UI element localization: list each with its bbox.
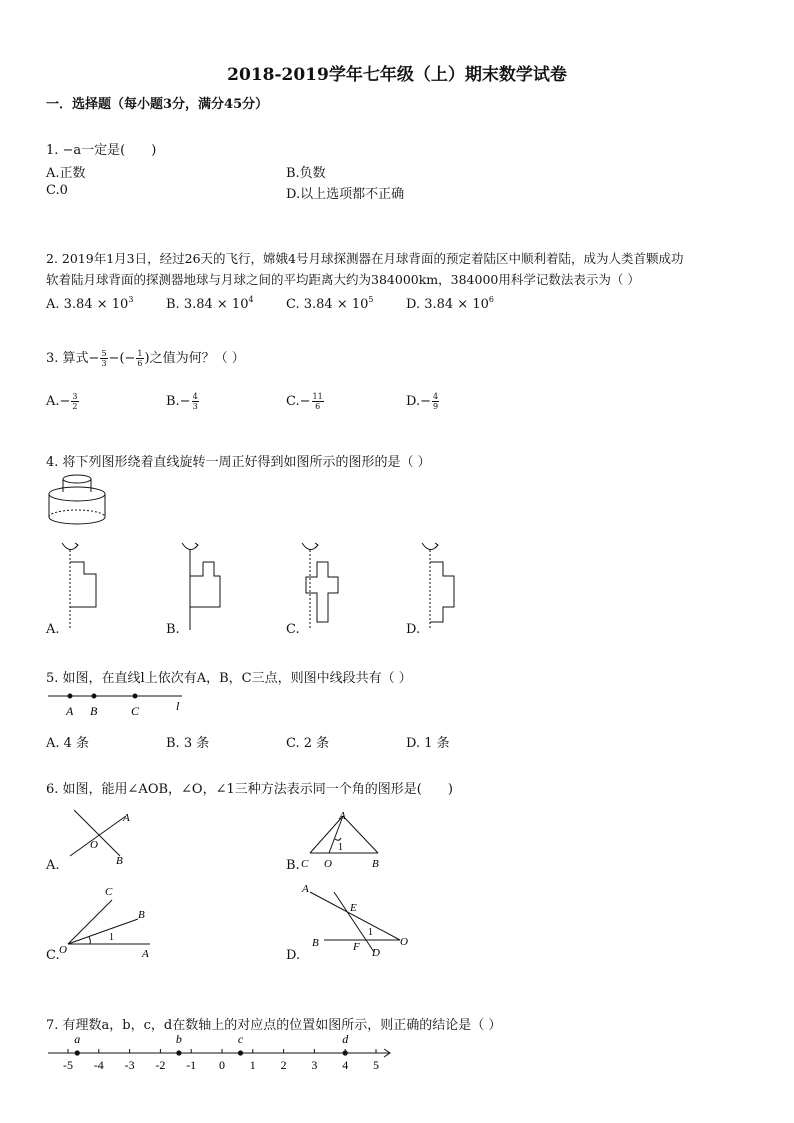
q4-option-d: D. [406, 622, 421, 637]
q7-stem: 7. 有理数a，b，c，d在数轴上的对应点的位置如图所示，则正确的结论是（ ） [46, 1018, 502, 1033]
line-label-l: l [176, 699, 180, 713]
q4-option-c: C. [286, 622, 300, 637]
tick-label: 5 [373, 1058, 379, 1072]
point-label-d: d [342, 1032, 349, 1046]
point-d [343, 1050, 348, 1055]
point-c [238, 1050, 243, 1055]
q1-option-d: D.以上选项都不正确 [286, 187, 405, 202]
q6-figure-a [60, 806, 150, 871]
q3-option-b: B.− $\frac{4}{3}$ [166, 392, 198, 411]
q6-figure-b [298, 806, 398, 871]
tick-label: -1 [186, 1058, 197, 1072]
svg-text:O: O [90, 839, 98, 851]
svg-text:1: 1 [109, 932, 114, 943]
svg-text:E: E [350, 902, 357, 914]
q3-option-c: C.− $\frac{11}{6}$ [286, 392, 323, 411]
svg-text:A: A [142, 948, 149, 960]
tick-label: 0 [219, 1058, 225, 1072]
q6-option-b: B. [286, 858, 300, 873]
q3-stem: 3. 算式− $\frac{5}{3}$ −(− $\frac{1}{6}$ )之值为何？（ ） [46, 349, 245, 368]
q5-option-a: A. 4 条 [46, 736, 90, 751]
svg-text:A: A [123, 812, 130, 824]
q1-option-b: B.负数 [286, 166, 326, 181]
svg-text:B: B [312, 937, 319, 949]
tick-label: 3 [311, 1058, 318, 1072]
q4-option-a: A. [46, 622, 60, 637]
point-label-c: c [237, 1032, 244, 1046]
q2-option-d: D. $3.84 \times 10^6$ [406, 295, 494, 312]
q2-stem-line2: 软着陆月球背面的探测器地球与月球之间的平均距离大约为384000km，384000用科学记数法表示为（ ） [46, 272, 640, 287]
svg-text:1: 1 [368, 927, 373, 938]
q2-option-c: C. $3.84 \times 10^5$ [286, 295, 374, 312]
tick-label: -3 [124, 1058, 135, 1072]
q2-stem-line1: 2. 2019年1月3日，经过26天的飞行，嫦娥4号月球探测器在月球背面的预定着陆区中顺利着陆，成为人类首颗成功 [46, 251, 684, 266]
svg-text:D: D [372, 947, 380, 959]
svg-text:A: A [339, 810, 346, 822]
tick-label: 4 [342, 1058, 349, 1072]
q6-option-d: D. [286, 948, 301, 963]
q4-option-figures [40, 535, 520, 630]
svg-text:O: O [400, 936, 408, 948]
q6-figure-c [58, 882, 158, 960]
point-label-c: C [131, 704, 140, 718]
svg-text:C: C [105, 886, 113, 898]
q4-solid-figure [44, 470, 114, 530]
q5-option-d: D. 1 条 [406, 736, 450, 751]
point-a [75, 1050, 80, 1055]
q1-stem: 1. −a一定是( ) [46, 143, 157, 158]
q5-line-figure [44, 688, 194, 720]
q4-stem: 4. 将下列图形绕着直线旋转一周正好得到如图所示的图形的是（ ） [46, 455, 431, 470]
svg-text:F: F [353, 941, 360, 953]
section-heading: 一．选择题（每小题3分，满分45分） [46, 97, 269, 112]
point-label-a: A [66, 704, 74, 718]
q3-option-a: A.− $\frac{3}{2}$ [46, 392, 78, 411]
q1-option-c: C.0 [46, 183, 68, 198]
tick-label: -5 [63, 1058, 73, 1072]
q4-option-b: B. [166, 622, 180, 637]
tick-label: -4 [93, 1058, 104, 1072]
svg-text:O: O [324, 858, 332, 870]
point-label-b: b [175, 1032, 182, 1046]
q1-option-a: A.正数 [46, 166, 86, 181]
tick-label: 1 [249, 1058, 256, 1072]
tick-label: 2 [280, 1058, 287, 1072]
svg-text:B: B [372, 858, 379, 870]
point-b [176, 1050, 181, 1055]
svg-text:A: A [302, 883, 309, 895]
q7-number-line [44, 1032, 404, 1076]
q5-stem: 5. 如图，在直线l上依次有A，B，C三点，则图中线段共有（ ） [46, 671, 412, 686]
svg-text:B: B [116, 855, 123, 867]
q5-option-b: B. 3 条 [166, 736, 210, 751]
tick-label: -2 [155, 1058, 166, 1072]
q2-option-b: B. $3.84 \times 10^4$ [166, 295, 254, 312]
q2-option-a: A. $3.84 \times 10^3$ [46, 295, 134, 312]
svg-text:O: O [59, 944, 67, 956]
q6-stem: 6. 如图，能用∠AOB，∠O，∠1三种方法表示同一个角的图形是( ) [46, 782, 453, 797]
q6-option-c: C. [46, 948, 60, 963]
point-label-b: B [90, 704, 98, 718]
svg-text:C: C [301, 858, 309, 870]
q3-option-d: D.− $\frac{4}{9}$ [406, 392, 439, 411]
q5-option-c: C. 2 条 [286, 736, 330, 751]
point-label-a: a [74, 1032, 81, 1046]
svg-text:B: B [138, 909, 145, 921]
page-title: 2018-2019学年七年级（上）期末数学试卷 [227, 65, 567, 85]
svg-text:1: 1 [338, 842, 343, 853]
q6-figure-d [298, 880, 418, 960]
q6-option-a: A. [46, 858, 60, 873]
